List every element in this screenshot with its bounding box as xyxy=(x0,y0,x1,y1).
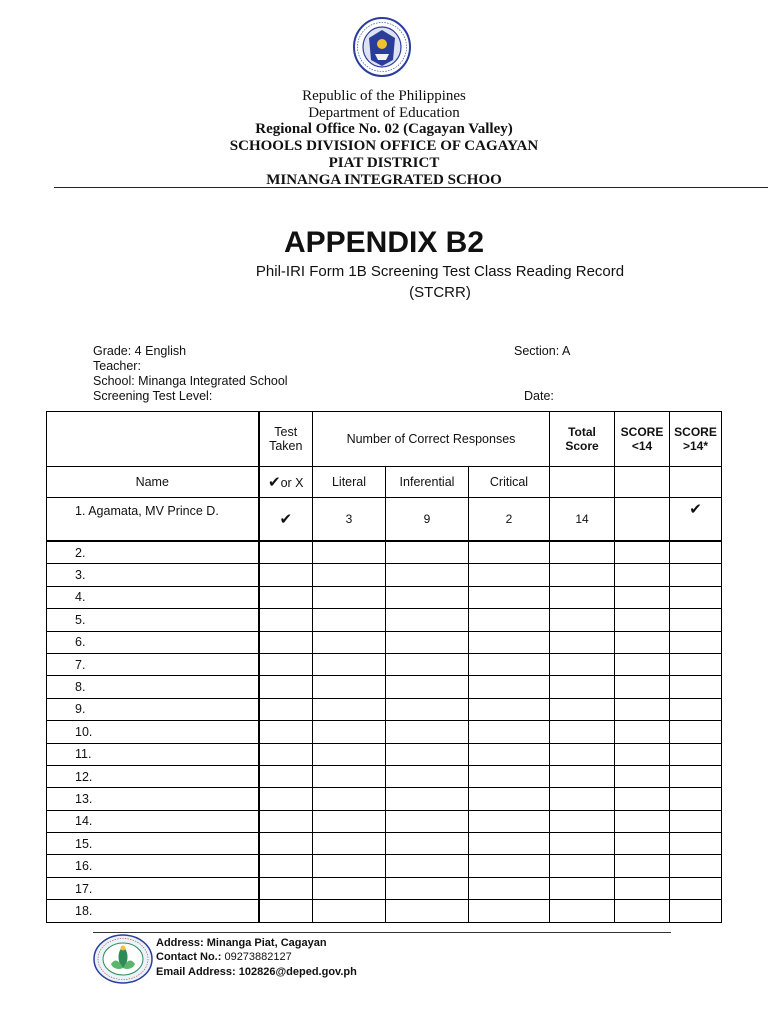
inferential-cell[interactable] xyxy=(386,676,469,698)
score-below-cell[interactable] xyxy=(615,721,670,743)
footer-contact xyxy=(156,951,292,963)
test-taken-cell[interactable] xyxy=(259,676,313,698)
score-above-cell[interactable] xyxy=(670,765,722,787)
critical-cell[interactable] xyxy=(469,721,550,743)
table-row xyxy=(47,810,722,832)
score-above-cell[interactable] xyxy=(670,810,722,832)
table-row xyxy=(47,676,722,698)
critical-cell[interactable] xyxy=(469,810,550,832)
student-name-cell[interactable]: 4. xyxy=(47,586,259,608)
score-above-cell[interactable] xyxy=(670,564,722,586)
table-row xyxy=(47,743,722,765)
student-name-cell[interactable]: 9. xyxy=(47,698,259,720)
critical-cell[interactable] xyxy=(469,765,550,787)
header-score-below-line2: <14 xyxy=(631,439,653,453)
footer-email-value: 102826@deped.gov.ph xyxy=(238,966,357,978)
inferential-cell[interactable] xyxy=(386,586,469,608)
student-name-cell[interactable]: 10. xyxy=(47,721,259,743)
critical-cell[interactable] xyxy=(469,541,550,564)
header-total-line1: Total xyxy=(568,425,596,439)
test-taken-cell[interactable] xyxy=(259,833,313,855)
student-name-cell[interactable]: 3. xyxy=(47,564,259,586)
literal-cell[interactable] xyxy=(313,877,386,899)
score-below-cell[interactable] xyxy=(615,564,670,586)
total-score-cell[interactable] xyxy=(550,765,615,787)
header-empty-cell xyxy=(550,467,615,498)
score-below-cell[interactable] xyxy=(615,541,670,564)
student-name-cell[interactable]: 6. xyxy=(47,631,259,653)
inferential-cell[interactable] xyxy=(386,743,469,765)
score-above-cell[interactable] xyxy=(670,721,722,743)
critical-cell[interactable] xyxy=(469,900,550,922)
header-divider xyxy=(54,187,768,188)
document-title: APPENDIX B2 xyxy=(283,226,485,259)
critical-cell[interactable] xyxy=(469,586,550,608)
reading-record-table xyxy=(46,411,722,923)
header-regional-office: Regional Office No. 02 (Cagayan Valley) xyxy=(255,121,513,137)
table-row xyxy=(47,765,722,787)
school-logo xyxy=(93,934,153,984)
inferential-cell[interactable] xyxy=(386,631,469,653)
score-above-cell[interactable] xyxy=(670,609,722,631)
total-score-cell[interactable]: 14 xyxy=(550,498,615,542)
table-row xyxy=(47,653,722,675)
inferential-cell[interactable] xyxy=(386,877,469,899)
score-below-cell[interactable] xyxy=(615,498,670,542)
total-score-cell[interactable] xyxy=(550,631,615,653)
inferential-cell[interactable] xyxy=(386,833,469,855)
score-below-cell[interactable] xyxy=(615,900,670,922)
document-subtitle: Phil-IRI Form 1B Screening Test Class Reading Record xyxy=(255,263,625,280)
total-score-cell[interactable] xyxy=(550,698,615,720)
total-score-cell[interactable] xyxy=(550,609,615,631)
critical-cell[interactable] xyxy=(469,698,550,720)
critical-cell[interactable] xyxy=(469,877,550,899)
inferential-cell[interactable] xyxy=(386,653,469,675)
literal-cell[interactable] xyxy=(313,765,386,787)
score-above-cell[interactable] xyxy=(670,877,722,899)
student-name-cell[interactable]: 2. xyxy=(47,541,259,564)
test-taken-cell[interactable] xyxy=(259,743,313,765)
table-subheader-row xyxy=(47,467,722,498)
score-below-cell[interactable] xyxy=(615,698,670,720)
section-label: Section: A xyxy=(514,344,571,358)
footer-address-value: Minanga Piat, Cagayan xyxy=(206,937,327,949)
literal-cell[interactable]: 3 xyxy=(313,498,386,542)
student-name-cell[interactable]: 12. xyxy=(47,765,259,787)
critical-cell[interactable] xyxy=(469,743,550,765)
table-header-row xyxy=(47,412,722,467)
critical-cell[interactable] xyxy=(469,676,550,698)
header-empty-cell xyxy=(615,467,670,498)
literal-cell[interactable] xyxy=(313,833,386,855)
header-literal: Literal xyxy=(313,467,386,498)
inferential-cell[interactable] xyxy=(386,541,469,564)
inferential-cell[interactable] xyxy=(386,564,469,586)
test-taken-cell[interactable] xyxy=(259,698,313,720)
table-row xyxy=(47,609,722,631)
score-below-cell[interactable] xyxy=(615,743,670,765)
header-or-x: or X xyxy=(280,475,304,490)
total-score-cell[interactable] xyxy=(550,676,615,698)
total-score-cell[interactable] xyxy=(550,900,615,922)
critical-cell[interactable]: 2 xyxy=(469,498,550,542)
header-score-below xyxy=(615,412,670,467)
score-above-cell[interactable] xyxy=(670,698,722,720)
header-blank-cell xyxy=(47,412,259,467)
score-below-cell[interactable] xyxy=(615,810,670,832)
header-score-above-line1: SCORE xyxy=(674,425,717,439)
student-name-cell[interactable]: 15. xyxy=(47,833,259,855)
test-taken-cell[interactable] xyxy=(259,564,313,586)
critical-cell[interactable] xyxy=(469,653,550,675)
header-total-line2: Score xyxy=(565,439,599,453)
score-below-cell[interactable] xyxy=(615,855,670,877)
footer-email-label: Email Address: xyxy=(156,966,239,978)
table-row xyxy=(47,833,722,855)
header-school: MINANGA INTEGRATED SCHOO xyxy=(266,172,502,188)
header-correct-responses: Number of Correct Responses xyxy=(313,412,550,467)
total-score-cell[interactable] xyxy=(550,810,615,832)
student-name-cell[interactable]: 14. xyxy=(47,810,259,832)
score-above-cell[interactable] xyxy=(670,653,722,675)
total-score-cell[interactable] xyxy=(550,877,615,899)
header-score-above-line2: >14* xyxy=(682,439,709,453)
literal-cell[interactable] xyxy=(313,721,386,743)
total-score-cell[interactable] xyxy=(550,586,615,608)
student-name-cell[interactable]: 18. xyxy=(47,900,259,922)
table-row xyxy=(47,855,722,877)
score-above-cell[interactable] xyxy=(670,676,722,698)
score-above-cell[interactable] xyxy=(670,498,722,542)
test-taken-cell[interactable] xyxy=(259,609,313,631)
grade-label: Grade: 4 English xyxy=(93,344,187,358)
table-row xyxy=(47,721,722,743)
score-above-cell[interactable] xyxy=(670,631,722,653)
header-district: PIAT DISTRICT xyxy=(328,155,440,171)
literal-cell[interactable] xyxy=(313,586,386,608)
inferential-cell[interactable] xyxy=(386,900,469,922)
test-taken-cell[interactable] xyxy=(259,765,313,787)
table-row xyxy=(47,586,722,608)
score-above-cell[interactable] xyxy=(670,788,722,810)
literal-cell[interactable] xyxy=(313,653,386,675)
test-taken-cell[interactable] xyxy=(259,788,313,810)
critical-cell[interactable] xyxy=(469,855,550,877)
score-above-cell[interactable] xyxy=(670,541,722,564)
footer-address xyxy=(156,937,327,949)
test-taken-cell[interactable] xyxy=(259,653,313,675)
literal-cell[interactable] xyxy=(313,676,386,698)
inferential-cell[interactable] xyxy=(386,788,469,810)
test-taken-cell[interactable] xyxy=(259,498,313,542)
critical-cell[interactable] xyxy=(469,564,550,586)
inferential-cell[interactable] xyxy=(386,698,469,720)
student-name-cell[interactable]: 13. xyxy=(47,788,259,810)
score-below-cell[interactable] xyxy=(615,653,670,675)
total-score-cell[interactable] xyxy=(550,855,615,877)
score-above-cell[interactable] xyxy=(670,586,722,608)
footer-contact-value: 09273882127 xyxy=(224,951,292,963)
total-score-cell[interactable] xyxy=(550,721,615,743)
header-check-or-x xyxy=(259,467,313,498)
score-below-cell[interactable] xyxy=(615,765,670,787)
total-score-cell[interactable] xyxy=(550,743,615,765)
teacher-label: Teacher: xyxy=(93,359,141,373)
score-below-cell[interactable] xyxy=(615,676,670,698)
table-row xyxy=(47,631,722,653)
check-icon: ✔ xyxy=(279,510,293,528)
literal-cell[interactable] xyxy=(313,788,386,810)
header-test-taken: Test Taken xyxy=(259,412,313,467)
student-name-cell[interactable]: 7. xyxy=(47,653,259,675)
score-below-cell[interactable] xyxy=(615,877,670,899)
total-score-cell[interactable] xyxy=(550,788,615,810)
check-icon: ✔ xyxy=(689,501,702,518)
total-score-cell[interactable] xyxy=(550,564,615,586)
table-row xyxy=(47,498,722,542)
literal-cell[interactable] xyxy=(313,541,386,564)
table-row xyxy=(47,788,722,810)
footer-email xyxy=(156,966,357,978)
literal-cell[interactable] xyxy=(313,564,386,586)
literal-cell[interactable] xyxy=(313,855,386,877)
check-icon: ✔ xyxy=(267,473,281,491)
inferential-cell[interactable] xyxy=(386,855,469,877)
literal-cell[interactable] xyxy=(313,631,386,653)
table-row xyxy=(47,900,722,922)
score-below-cell[interactable] xyxy=(615,609,670,631)
footer-divider xyxy=(93,932,671,933)
score-above-cell[interactable] xyxy=(670,743,722,765)
test-taken-cell[interactable] xyxy=(259,586,313,608)
score-below-cell[interactable] xyxy=(615,788,670,810)
table-row xyxy=(47,541,722,564)
header-critical: Critical xyxy=(469,467,550,498)
inferential-cell[interactable] xyxy=(386,765,469,787)
inferential-cell[interactable] xyxy=(386,810,469,832)
score-below-cell[interactable] xyxy=(615,631,670,653)
header-name: Name xyxy=(47,467,259,498)
critical-cell[interactable] xyxy=(469,788,550,810)
student-name-cell[interactable]: 5. xyxy=(47,609,259,631)
test-taken-cell[interactable] xyxy=(259,877,313,899)
literal-cell[interactable] xyxy=(313,810,386,832)
header-inferential: Inferential xyxy=(386,467,469,498)
header-republic: Republic of the Philippines xyxy=(302,88,466,104)
test-taken-cell[interactable] xyxy=(259,900,313,922)
literal-cell[interactable] xyxy=(313,698,386,720)
student-name-cell[interactable]: 17. xyxy=(47,877,259,899)
table-row xyxy=(47,877,722,899)
school-label: School: Minanga Integrated School xyxy=(93,374,288,388)
inferential-cell[interactable] xyxy=(386,609,469,631)
date-label: Date: xyxy=(524,389,554,403)
student-name-cell[interactable]: 11. xyxy=(47,743,259,765)
total-score-cell[interactable] xyxy=(550,653,615,675)
literal-cell[interactable] xyxy=(313,743,386,765)
table-row xyxy=(47,564,722,586)
critical-cell[interactable] xyxy=(469,833,550,855)
total-score-cell[interactable] xyxy=(550,833,615,855)
literal-cell[interactable] xyxy=(313,900,386,922)
critical-cell[interactable] xyxy=(469,609,550,631)
critical-cell[interactable] xyxy=(469,631,550,653)
header-empty-cell xyxy=(670,467,722,498)
test-taken-cell[interactable] xyxy=(259,631,313,653)
test-taken-cell[interactable] xyxy=(259,855,313,877)
footer-contact-label: Contact No.: xyxy=(156,951,225,963)
score-below-cell[interactable] xyxy=(615,586,670,608)
header-department: Department of Education xyxy=(308,105,460,121)
header-total-score xyxy=(550,412,615,467)
deped-seal-logo xyxy=(339,16,425,78)
score-above-cell[interactable] xyxy=(670,833,722,855)
test-taken-cell[interactable] xyxy=(259,541,313,564)
footer-address-label: Address: xyxy=(156,937,207,949)
header-division-office: SCHOOLS DIVISION OFFICE OF CAGAYAN xyxy=(229,138,539,154)
test-taken-cell[interactable] xyxy=(259,810,313,832)
score-above-cell[interactable] xyxy=(670,900,722,922)
score-below-cell[interactable] xyxy=(615,833,670,855)
student-name-cell[interactable]: 16. xyxy=(47,855,259,877)
student-name-cell[interactable]: 8. xyxy=(47,676,259,698)
document-subtitle-abbrev: (STCRR) xyxy=(409,284,471,301)
inferential-cell[interactable] xyxy=(386,721,469,743)
table-row xyxy=(47,698,722,720)
literal-cell[interactable] xyxy=(313,609,386,631)
screening-level-label: Screening Test Level: xyxy=(93,389,213,403)
score-above-cell[interactable] xyxy=(670,855,722,877)
inferential-cell[interactable]: 9 xyxy=(386,498,469,542)
header-score-above xyxy=(670,412,722,467)
total-score-cell[interactable] xyxy=(550,541,615,564)
header-score-below-line1: SCORE xyxy=(620,425,664,439)
test-taken-cell[interactable] xyxy=(259,721,313,743)
student-name-cell: 1. Agamata, MV Prince D. xyxy=(47,498,259,542)
